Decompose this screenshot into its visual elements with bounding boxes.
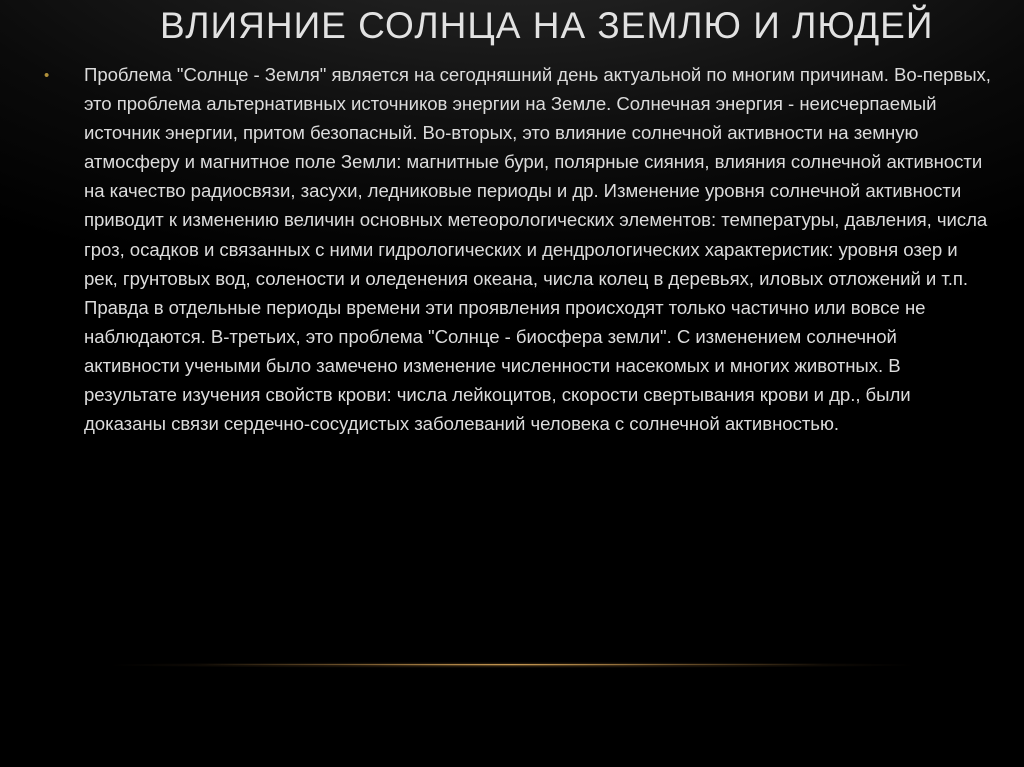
bullet-item [42, 60, 992, 438]
slide-body [42, 60, 992, 438]
decorative-glow-core [200, 664, 824, 665]
slide-title: ВЛИЯНИЕ СОЛНЦА НА ЗЕМЛЮ И ЛЮДЕЙ [160, 5, 934, 46]
bullet-paragraph: Проблема "Солнце - Земля" является на сегодняшний день актуальной по многим причинам. Во-первых, это проблема альтернативных источников энергии на Земле. Солнечная энергия - неисчерпаемый источник энергии, притом безопасный. Во-вторых, это влияние солнечной активности на земную атмосферу и магнитное поле Земли: магнитные бури, полярные сияния, влияния солнечной активности на качество радиосвязи, засухи, ледниковые периоды и др. Изменение уровня солнечной активности приводит к изменению величин основных метеорологических элементов: температуры, давления, числа гроз, осадков и связанных с ними гидрологических и дендрологических характеристик: уровня озер и рек, грунтовых вод, солености и оледенения океана, числа колец в деревьях, иловых отложений и т.п. Правда в отдельные периоды времени эти проявления происходят только частично или вовсе не наблюдаются. В-третьих, это проблема "Солнце - биосфера земли". С изменением солнечной активности учеными было замечено изменение численности насекомых и многих животных. В результате изучения свойств крови: числа лейкоцитов, скорости свертывания крови и др., были доказаны связи сердечно-сосудистых заболеваний человека с солнечной активностью. [84, 64, 991, 435]
bullet-icon: • [44, 67, 50, 84]
decorative-glow-line [100, 662, 924, 668]
